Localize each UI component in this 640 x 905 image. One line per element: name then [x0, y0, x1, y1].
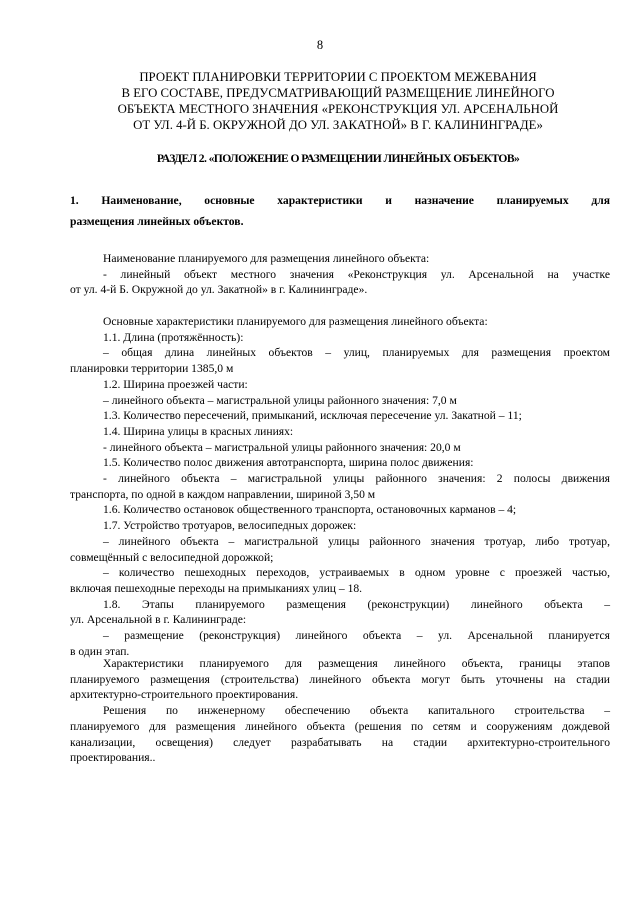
title-line: ПРОЕКТ ПЛАНИРОВКИ ТЕРРИТОРИИ С ПРОЕКТОМ МЕЖЕВАНИЯ [139, 70, 537, 84]
text-line: – линейного объекта – магистральной улицы районного значения тротуар, либо тротуар, [103, 534, 610, 548]
title-line: В ЕГО СОСТАВЕ, ПРЕДУСМАТРИВАЮЩИЙ РАЗМЕЩЕНИЕ ЛИНЕЙНОГО [121, 86, 555, 100]
object-name-block [70, 251, 610, 298]
text-line: - линейного объекта – магистральной улицы районного значения: 20,0 м [103, 440, 461, 454]
text-line: планируемого размещения (строительства) линейного объекта могут быть уточнены на стадии [70, 672, 610, 686]
characteristics-block [70, 314, 610, 659]
text-line: 1.8. Этапы планируемого размещения (реконструкции) линейного объекта – [103, 597, 610, 611]
text-line: Основные характеристики планируемого для размещения линейного объекта: [103, 315, 488, 328]
text-line: в один этап. [70, 644, 130, 658]
text-line: планировки территории 1385,0 м [70, 362, 234, 376]
text-line: – количество пешеходных переходов, устраиваемых в одном уровне с проезжей частью, [103, 566, 610, 580]
clarification-block [70, 656, 610, 766]
text-line: – общая длина линейных объектов – улиц, планируемых для размещения проектом [103, 346, 610, 360]
section-title: РАЗДЕЛ 2. «ПОЛОЖЕНИЕ О РАЗМЕЩЕНИИ ЛИНЕЙНЫХ ОБЪЕКТОВ» [156, 152, 520, 165]
title-line: ОТ УЛ. 4-Й Б. ОКРУЖНОЙ ДО УЛ. ЗАКАТНОЙ» В Г. КАЛИНИНГРАДЕ» [133, 118, 543, 132]
subheading-line-1: 1. Наименование, основные характеристики и назначение планируемых для [70, 194, 610, 207]
text-line: 1.1. Длина (протяжённость): [103, 330, 244, 344]
subheading-line-2: размещения линейных объектов. [70, 215, 244, 228]
text-line: 1.6. Количество остановок общественного транспорта, остановочных карманов – 4; [103, 503, 517, 517]
text-line: ул. Арсенальной в г. Калининграде: [70, 613, 247, 627]
text-line: – размещение (реконструкция) линейного объекта – ул. Арсенальной планируется [103, 629, 610, 643]
title-line: ОБЪЕКТА МЕСТНОГО ЗНАЧЕНИЯ «РЕКОНСТРУКЦИЯ УЛ. АРСЕНАЛЬНОЙ [117, 102, 559, 116]
page-number: 8 [316, 38, 324, 52]
text-line: от ул. 4-й Б. Окружной до ул. Закатной» в г. Калининграде». [70, 283, 368, 297]
text-line: 1.5. Количество полос движения автотранспорта, ширина полос движения: [103, 456, 474, 470]
text-line: - линейного объекта – магистральной улицы районного значения: 2 полосы движения [103, 472, 610, 486]
text-line: 1.2. Ширина проезжей части: [103, 377, 248, 391]
text-line: Характеристики планируемого для размещения линейного объекта, границы этапов [103, 657, 610, 670]
text-line: 1.3. Количество пересечений, примыканий, исключая пересечение ул. Закатной – 11; [103, 409, 522, 423]
text-line: - линейный объект местного значения «Реконструкция ул. Арсенальной на участке [103, 267, 610, 281]
text-line: Решения по инженерному обеспечению объекта капитального строительства – [103, 704, 610, 718]
text-line: включая пешеходные переходы на примыканиях улиц – 18. [70, 581, 363, 595]
text-line: совмещённый с велосипедной дорожкой; [70, 550, 274, 564]
text-line: Наименование планируемого для размещения линейного объекта: [103, 252, 430, 265]
text-line: планируемого для размещения линейного объекта (решения по сетям и сооружениям дождевой [70, 719, 610, 733]
text-line: – линейного объекта – магистральной улицы районного значения: 7,0 м [103, 393, 457, 407]
text-line: 1.7. Устройство тротуаров, велосипедных дорожек: [103, 519, 357, 533]
document-title [60, 69, 616, 133]
text-line: транспорта, по одной в каждом направлении, шириной 3,50 м [70, 487, 376, 501]
text-line: 1.4. Ширина улицы в красных линиях: [103, 424, 294, 438]
text-line: архитектурно-строительного проектирования. [70, 688, 299, 702]
text-line: проектирования.. [70, 751, 156, 765]
text-line: канализации, освещения) следует разрабатывать на стадии архитектурно-строительного [70, 735, 610, 749]
